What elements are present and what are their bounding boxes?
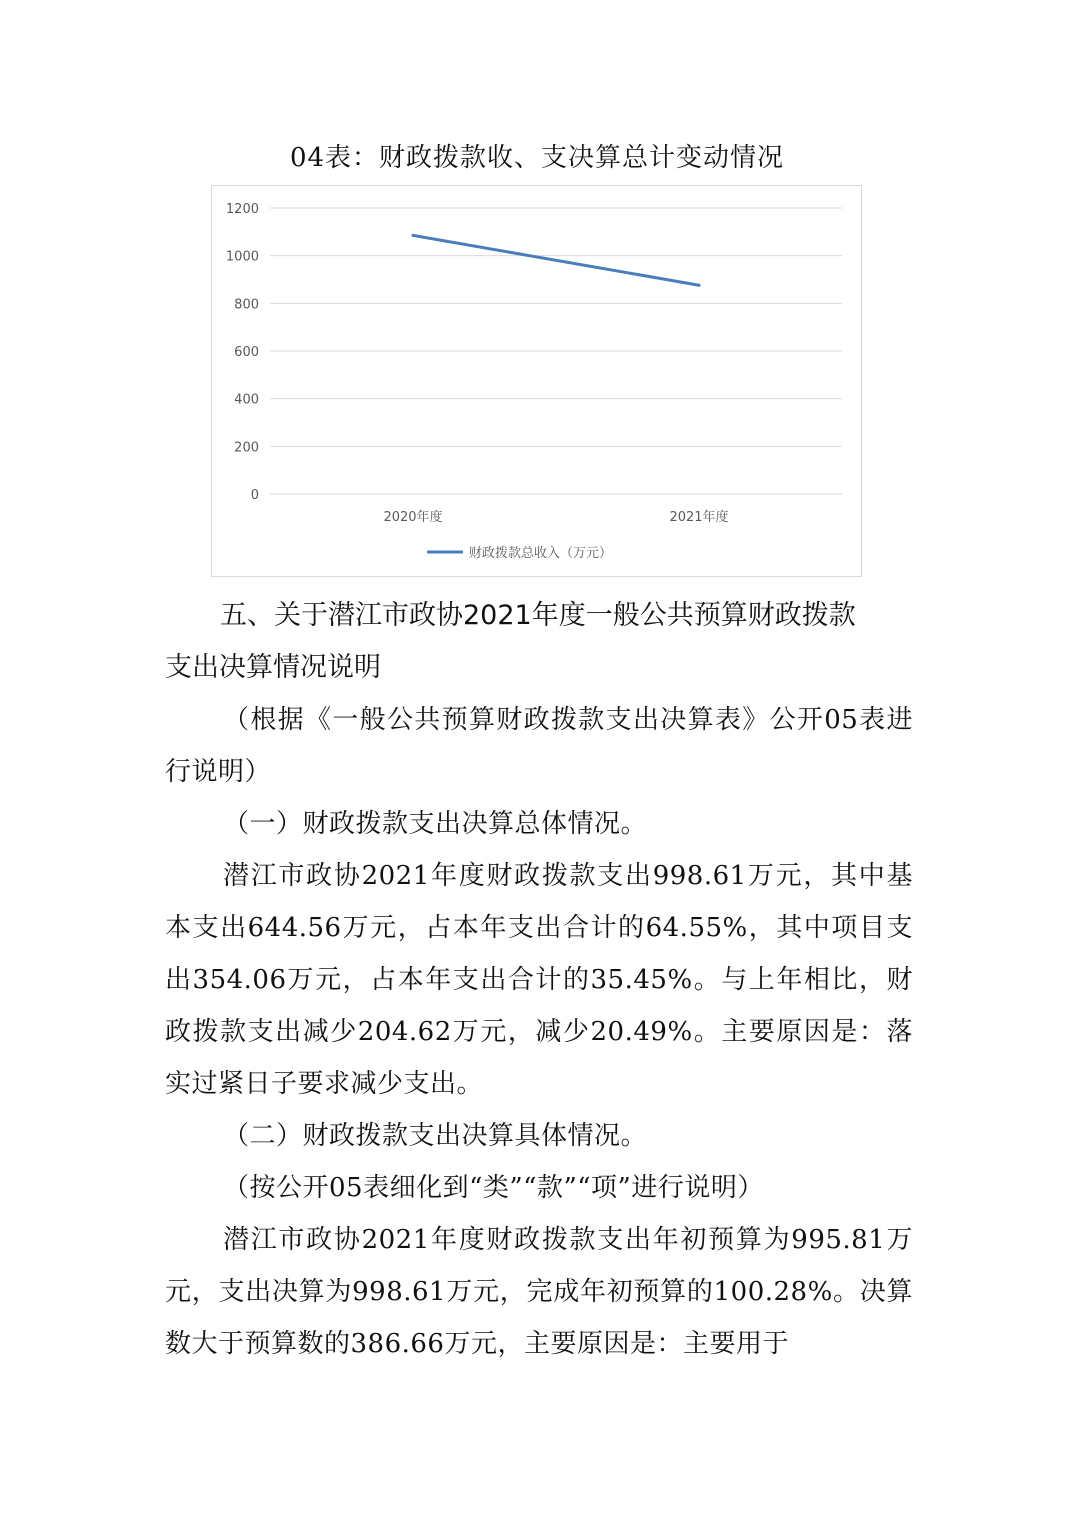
data-point: [698, 284, 701, 287]
x-category-label: 2020年度: [383, 510, 443, 525]
subsection-2-heading: （二）财政拨款支出决算具体情况。: [223, 1121, 648, 1151]
subsection-2-body: 潜江市政协2021年度财政拨款支出年初预算为995.81万元，支出决算为998.61万元，完成年初预算的100.28%。决算数大于预算数的386.66万元，主要原因是：主要用于: [165, 1225, 913, 1359]
chart-canvas: [212, 186, 863, 578]
chart-title: 04表：财政拨款收、支决算总计变动情况: [289, 143, 785, 173]
series-line: [413, 235, 699, 285]
y-tick-label: 200: [234, 440, 259, 456]
section-heading-line2: 支出决算情况说明: [165, 652, 381, 683]
y-tick-label: 600: [234, 345, 259, 360]
section-heading-line1: 五、关于潜江市政协2021年度一般公共预算财政拨款: [220, 600, 856, 631]
line-chart: [211, 185, 862, 577]
y-tick-label: 800: [234, 297, 259, 313]
x-category-label: 2021年度: [669, 510, 729, 525]
data-point: [412, 234, 415, 237]
y-tick-label: 0: [250, 488, 259, 503]
subsection-1-heading: （一）财政拨款支出决算总体情况。: [223, 809, 648, 839]
legend-label: 财政拨款总收入（万元）: [469, 546, 613, 561]
y-tick-label: 1000: [225, 249, 259, 265]
subsection-2-note: （按公开05表细化到“类”“款”“项”进行说明）: [223, 1173, 764, 1203]
y-tick-label: 400: [234, 392, 259, 408]
basis-note: （根据《一般公共预算财政拨款支出决算表》公开05表进行说明）: [165, 705, 913, 787]
y-tick-label: 1200: [225, 202, 259, 217]
subsection-1-body: 潜江市政协2021年度财政拨款支出998.61万元，其中基本支出644.56万元，占本年支出合计的64.55%，其中项目支出354.06万元，占本年支出合计的35.45%。与上年相比，财政拨款支出减少204.62万元，减少20.49%。主要原因是：落实过紧日子要求减少支出。: [165, 861, 913, 1099]
